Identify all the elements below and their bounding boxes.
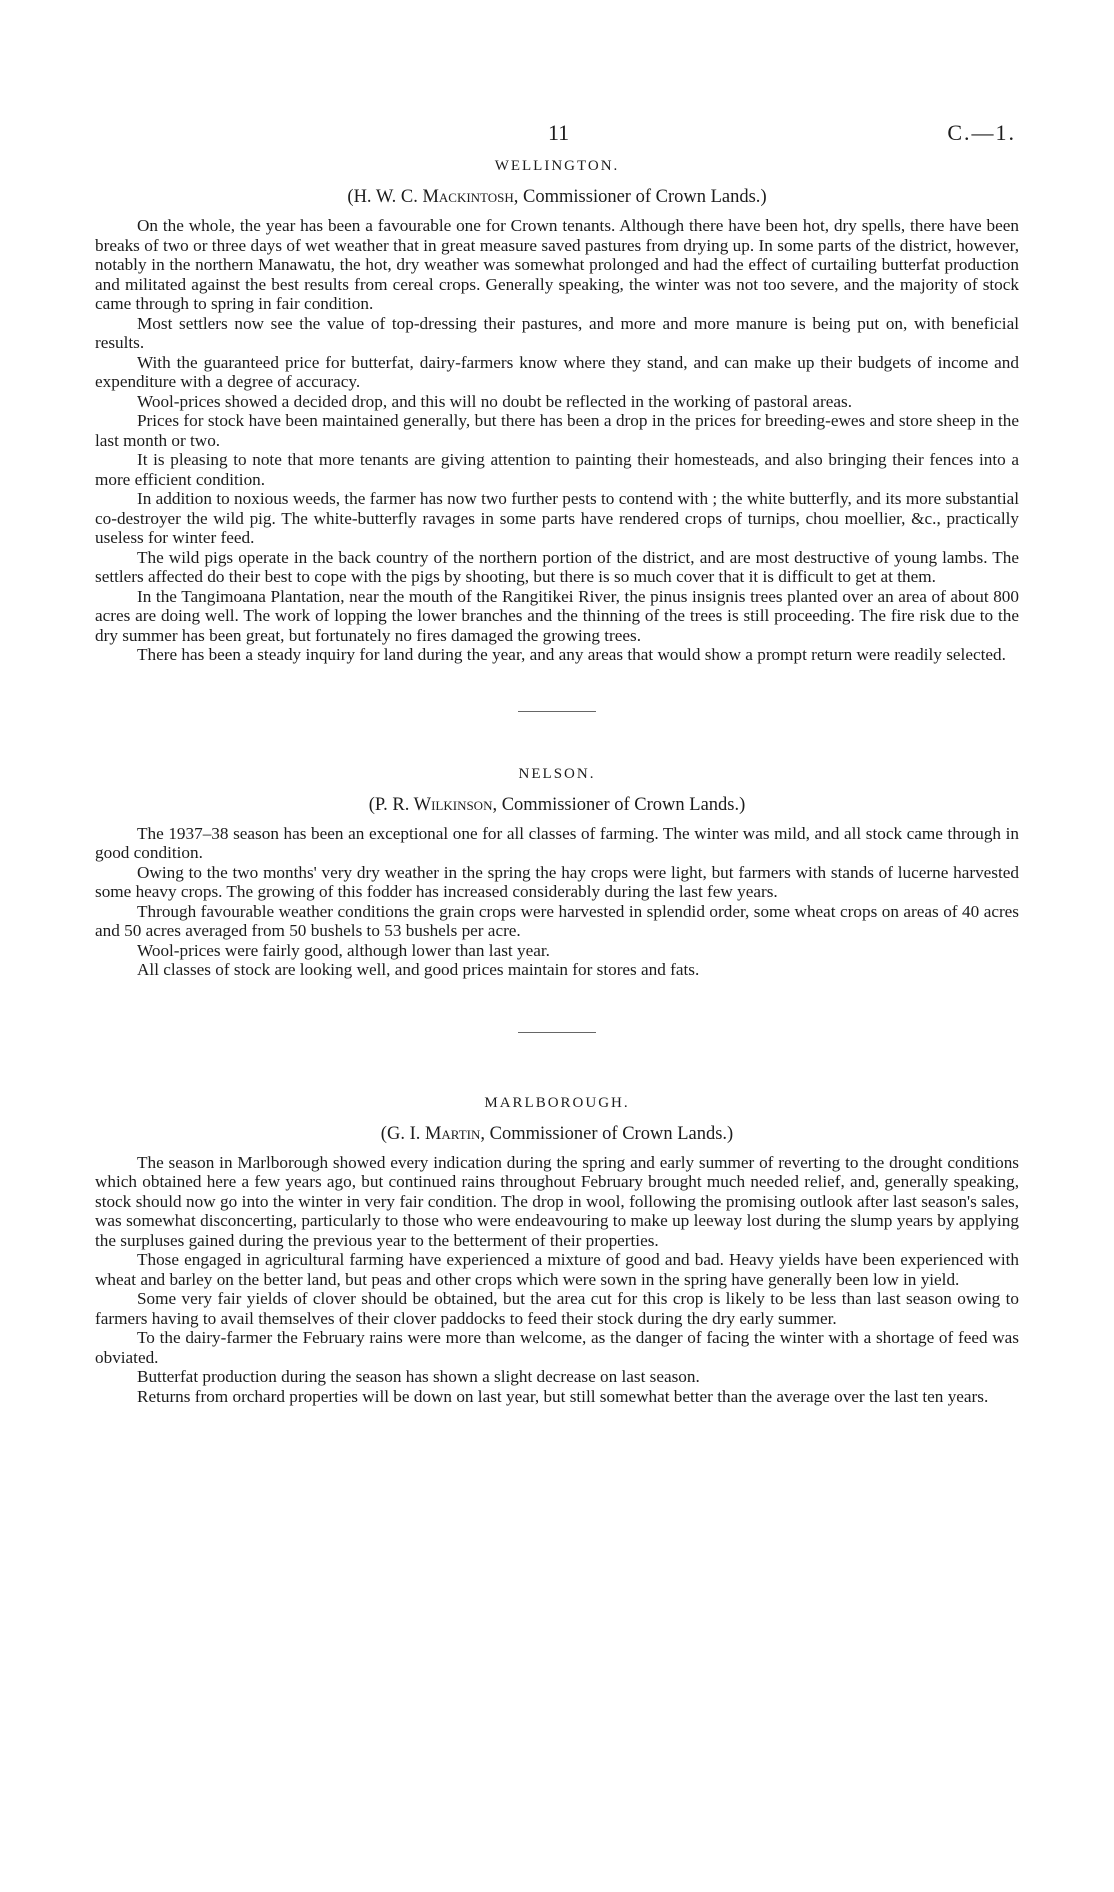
commissioner-name: G. I. Martin <box>386 1123 481 1144</box>
paragraph: The 1937–38 season has been an exceptional one for all classes of farming. The winter was mild, and all stock came through in good condition. <box>95 823 1019 862</box>
commissioner-line: (P. R. Wilkinson, Commissioner of Crown Lands.) <box>368 794 746 815</box>
document-reference: C.—1. <box>947 120 1016 145</box>
paragraph: Some very fair yields of clover should be obtained, but the area cut for this crop is likely to be less than last season owing to farmers having to avail themselves of their clover paddocks to feed their stock during the dry early summer. <box>95 1289 1019 1328</box>
commissioner-role: , Commissioner of Crown Lands. <box>513 187 761 207</box>
commissioner-line: (H. W. C. Mackintosh, Commissioner of Crown Lands.) <box>347 187 767 207</box>
paragraph: It is pleasing to note that more tenants are giving attention to painting their homesteads, and also bringing their fences into a more efficient condition. <box>95 450 1019 489</box>
paragraph: With the guaranteed price for butterfat, dairy-farmers know where they stand, and can make up their budgets of income and expenditure with a degree of accuracy. <box>95 352 1019 391</box>
paragraph: To the dairy-farmer the February rains were more than welcome, as the danger of facing the winter with a shortage of feed was obviated. <box>95 1328 1019 1367</box>
section-title: MARLBOROUGH. <box>484 1094 630 1111</box>
commissioner-role: , Commissioner of Crown Lands. <box>492 794 740 815</box>
paragraph: In the Tangimoana Plantation, near the mouth of the Rangitikei River, the pinus insignis trees planted over an area of about 800 acres are doing well. The work of lopping the lower branches and the thinning of the trees is still proceeding. The fire risk due to the dry summer has been great, but fortunately no fires damaged the growing trees. <box>95 586 1019 645</box>
paragraph: Those engaged in agricultural farming have experienced a mixture of good and bad. Heavy yields have been experienced with wheat and barley on the better land, but peas and other crops which were sown in the spring have generally been low in yield. <box>95 1250 1019 1289</box>
paragraph: The wild pigs operate in the back country of the northern portion of the district, and are most destructive of young lambs. The settlers affected do their best to cope with the pigs by shooting, but there is so much cover that it is difficult to get at them. <box>95 547 1019 586</box>
paragraph: Wool-prices were fairly good, although lower than last year. <box>137 940 550 960</box>
page-content <box>95 158 1019 1406</box>
paragraph: In addition to noxious weeds, the farmer has now two further pests to contend with ; the white butterfly, and its more substantial co-destroyer the wild pig. The white-butterfly ravages in some parts have rendered crops of turnips, chou moellier, &c., practically useless for winter feed. <box>95 489 1019 547</box>
section-divider <box>518 711 596 712</box>
commissioner-name: P. R. Wilkinson <box>374 794 493 815</box>
section-marlborough <box>95 1095 1019 1407</box>
paragraph: There has been a steady inquiry for land during the year, and any areas that would show a prompt return were readily selected. <box>137 645 1006 664</box>
paragraph: The season in Marlborough showed every indication during the spring and early summer of reverting to the drought conditions which obtained here a few years ago, but continued rains throughout February brought much needed relief, and, generally speaking, stock should now go into the winter in very fair condition. The drop in wool, following the promising outlook after last season's sales, was somewhat disconcerting, particularly to those who were endeavouring to make up leeway lost during the slump years by applying the surpluses gained during the previous year to the betterment of their properties. <box>95 1152 1019 1250</box>
section-divider <box>518 1032 596 1033</box>
paragraph: Prices for stock have been maintained generally, but there has been a drop in the prices for breeding-ewes and store sheep in the last month or two. <box>95 411 1019 450</box>
paragraph: Through favourable weather conditions the grain crops were harvested in splendid order, some wheat crops on areas of 40 acres and 50 acres averaged from 50 bushels to 53 bushels per acre. <box>95 901 1019 940</box>
commissioner-role: , Commissioner of Crown Lands. <box>480 1123 728 1144</box>
paragraph: Owing to the two months' very dry weather in the spring the hay crops were light, but farmers with stands of lucerne harvested some heavy crops. The growing of this fodder has increased considerably during the last few years. <box>95 862 1019 901</box>
page-header <box>0 120 1114 150</box>
section-title: NELSON. <box>518 765 596 782</box>
section-wellington <box>95 158 1019 665</box>
page-number: 11 <box>548 120 570 145</box>
paragraph: Returns from orchard properties will be down on last year, but still somewhat better than the average over the last ten years. <box>137 1386 989 1406</box>
paragraph: All classes of stock are looking well, and good prices maintain for stores and fats. <box>137 960 700 979</box>
paragraph: Butterfat production during the season has shown a slight decrease on last season. <box>137 1367 700 1386</box>
section-nelson <box>95 766 1019 980</box>
paragraph: Most settlers now see the value of top-dressing their pastures, and more and more manure is being put on, with beneficial results. <box>95 313 1019 352</box>
paragraph: Wool-prices showed a decided drop, and this will no doubt be reflected in the working of pastoral areas. <box>137 391 853 411</box>
commissioner-name: H. W. C. Mackintosh <box>353 187 514 207</box>
commissioner-line: (G. I. Martin, Commissioner of Crown Lands.) <box>380 1123 734 1144</box>
paragraph: On the whole, the year has been a favourable one for Crown tenants. Although there have been hot, dry spells, there have been breaks of two or three days of wet weather that in great measure saved pastures from drying up. In some parts of the district, however, notably in the northern Manawatu, the hot, dry weather was somewhat prolonged and had the effect of curtailing butterfat production and militated against the best results from cereal crops. Generally speaking, the winter was not too severe, and the majority of stock came through to spring in fair condition. <box>95 216 1019 313</box>
section-title: WELLINGTON. <box>494 158 620 174</box>
